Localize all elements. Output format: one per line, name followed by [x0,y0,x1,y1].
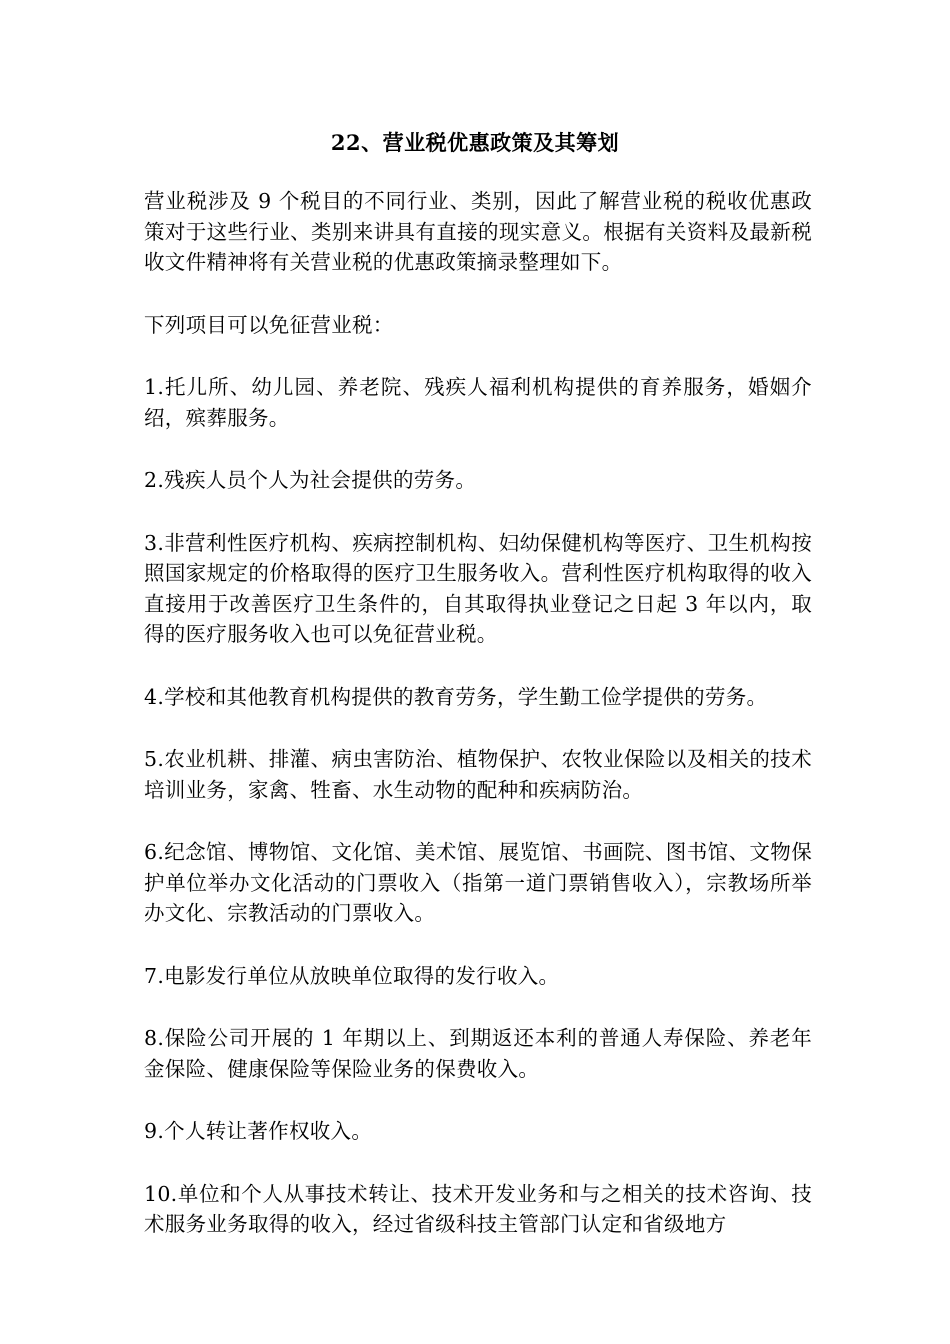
list-item-8: 8.保险公司开展的 1 年期以上、到期返还本利的普通人寿保险、养老年金保险、健康保险等保险业务的保费收入。 [144,1026,812,1081]
intro-paragraph: 营业税涉及 9 个税目的不同行业、类别，因此了解营业税的税收优惠政策对于这些行业、类别来讲具有直接的现实意义。根据有关资料及最新税收文件精神将有关营业税的优惠政策摘录整理如下。 [144,189,812,274]
list-item-6: 6.纪念馆、博物馆、文化馆、美术馆、展览馆、书画院、图书馆、文物保护单位举办文化活动的门票收入（指第一道门票销售收入），宗教场所举办文化、宗教活动的门票收入。 [144,840,812,925]
document-body [144,186,812,1272]
exemption-heading: 下列项目可以免征营业税： [144,312,394,337]
list-item-9: 9.个人转让著作权收入。 [144,1119,373,1143]
list-item-2: 2.残疾人员个人为社会提供的劳务。 [144,468,477,492]
list-item-7: 7.电影发行单位从放映单位取得的发行收入。 [144,963,560,988]
document-title: 22、营业税优惠政策及其筹划 [330,130,620,155]
list-item-4: 4.学校和其他教育机构提供的教育劳务，学生勤工俭学提供的劳务。 [144,684,768,709]
list-item-1: 1.托儿所、幼儿园、养老院、残疾人福利机构提供的育养服务，婚姻介绍，殡葬服务。 [144,375,812,430]
list-item-5: 5.农业机耕、排灌、病虫害防治、植物保护、农牧业保险以及相关的技术培训业务，家禽、牲畜、水生动物的配种和疾病防治。 [144,747,812,802]
list-item-3: 3.非营利性医疗机构、疾病控制机构、妇幼保健机构等医疗、卫生机构按照国家规定的价格取得的医疗卫生服务收入。营利性医疗机构取得的收入直接用于改善医疗卫生条件的，自其取得执业登记之日起 3 年以内，取得的医疗服务收入也可以免征营业税。 [144,530,812,646]
list-item-10: 10.单位和个人从事技术转让、技术开发业务和与之相关的技术咨询、技术服务业务取得的收入，经过省级科技主管部门认定和省级地方 [144,1181,812,1236]
